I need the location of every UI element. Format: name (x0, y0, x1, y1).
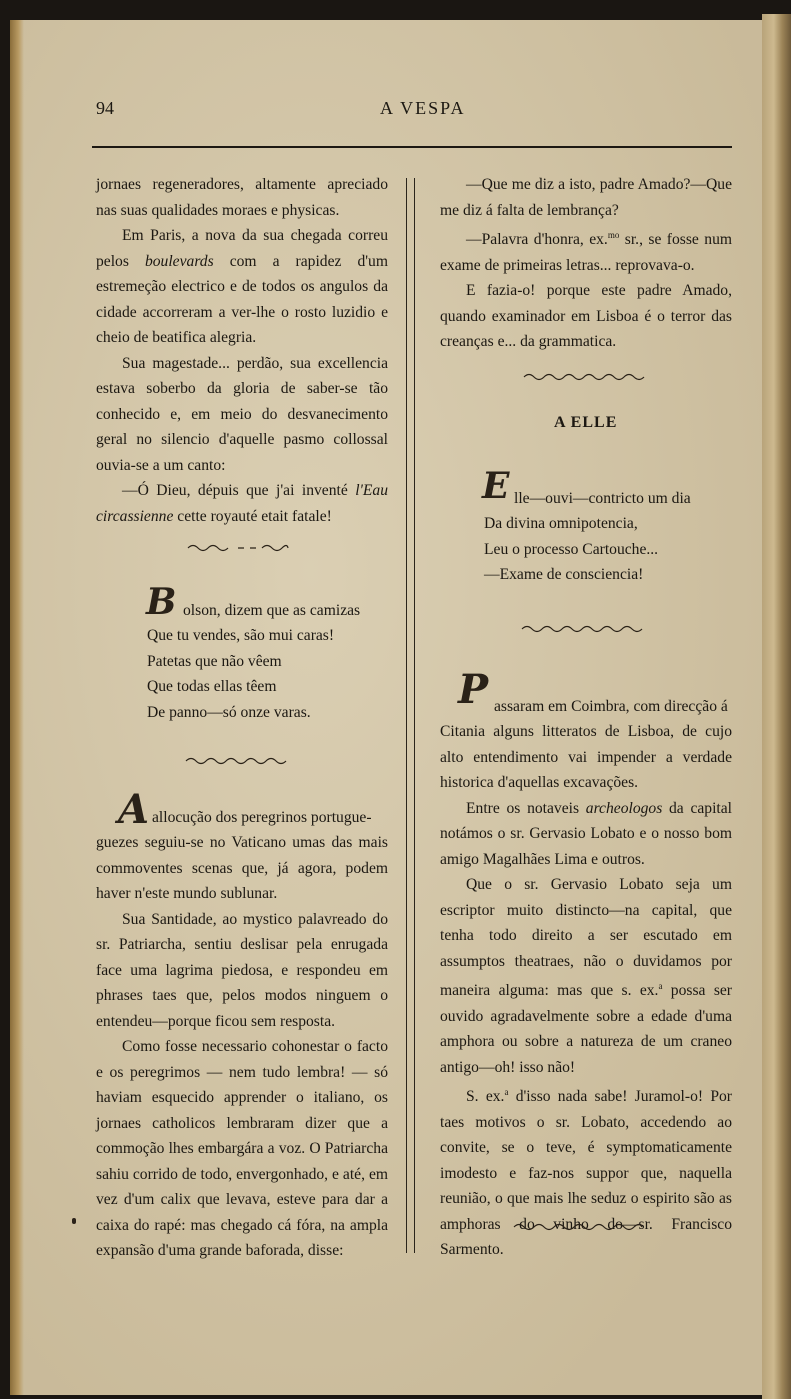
journal-title: A VESPA (380, 98, 466, 118)
verse-line: Que todas ellas têem (147, 678, 277, 695)
verse-line: Que tu vendes, são mui caras! (147, 627, 335, 644)
verse-line: olson, dizem que as camizas (183, 602, 361, 619)
header-rule (92, 146, 732, 148)
passaram-first-line (494, 694, 732, 720)
column-divider-right (414, 178, 415, 1253)
verse-elle-rest (484, 511, 658, 588)
verse-line: —Exame de consciencia! (484, 566, 644, 583)
ornament-divider (522, 372, 646, 382)
paragraph: —Que me diz a isto, padre Amado?—Que me diz á falta de lembrança? (440, 176, 732, 219)
book-spine-shadow (10, 20, 24, 1395)
allocucao-first-line (152, 805, 388, 831)
verse-line: lle—ouvi—contricto um dia (514, 490, 691, 507)
verse-elle (514, 486, 691, 512)
ornament-divider (184, 756, 292, 766)
left-column-bottom (96, 830, 388, 1264)
paragraph: Sua Santidade, ao mystico palavreado do sr. Patriarcha, sentiu deslisar pela enrugada face uma lagrima piedosa, e respondeu em phrases taes que, pelos modos ninguem o entendeu—porque ficou sem resposta. (96, 910, 388, 1030)
left-column-top (96, 172, 388, 529)
paragraph: S. ex.$^a$ d'isso nada sabe! Juramol-o! Por taes motivos o sr. Lobato, accedendo ao convite, se o teve, é symptomaticamente imodesto e faz-nos suppor que, naquella reunião, o que mais lhe seduz o espirito são as amphoras do vinho do—sr. Francisco Sarmento. (440, 1087, 732, 1259)
paragraph: —Palavra d'honra, ex.$^{mo}$ sr., se fosse num exame de primeiras letras... reprovava-o. (440, 230, 732, 274)
right-column-bottom (440, 719, 732, 1263)
paragraph: Que o sr. Gervasio Lobato seja um escriptor muito distincto—na capital, que tenha todo direito a ser escutado em assumptos theatraes, não o duvidamos por maneira alguma: mas que s. ex.$^a$ possa ser ouvido agradavelmente sobre a edade d'uma amphora ou sobre a natureza de um craneo antigo—oh! isso não! (440, 876, 732, 1076)
ornament-divider (512, 1222, 644, 1232)
page-number: 94 (96, 98, 114, 118)
paragraph: Citania alguns litteratos de Lisboa, de cujo alto entendimento vai impender a verdade historica d'aquellas excavações. (440, 723, 732, 791)
section-heading: A ELLE (554, 414, 618, 431)
paragraph: Como fosse necessario cohonestar o facto e os peregrimos — nem tudo lembra! — só haviam esquecido apprender o italiano, os jornaes catholicos lembraram dizer que a commoção lhes embargára a voz. O Patriarcha sahiu corrido de todo, envergonhado, e até, em vez d'um calix que levava, esteve para dar a caixa do rapé: mas chegado cá fóra, na ampla expansão d'uma grande baforada, disse: (96, 1038, 388, 1259)
page-edge-stack (762, 14, 791, 1399)
verse-line: Leu o processo Cartouche... (484, 540, 659, 558)
paragraph-line: allocução dos peregrinos portugue- (152, 809, 372, 826)
ornament-divider (186, 542, 290, 552)
decorative-initial-e: E (482, 465, 510, 507)
decorative-initial-p: P (458, 666, 489, 713)
verse-line: De panno—só onze varas. (147, 703, 311, 721)
paragraph-line: assaram em Coimbra, com direcção á (494, 698, 728, 715)
right-column-top (440, 172, 732, 355)
decorative-initial-a: A (118, 786, 150, 833)
verse-bolson-rest (147, 623, 334, 725)
paragraph: Entre os notaveis archeologos da capital notámos o sr. Gervasio Lobato e o nosso bom amigo Magalhães Lima e outros. (440, 799, 732, 868)
verse-bolson (183, 598, 360, 624)
column-divider-left (406, 178, 407, 1253)
ink-mark (72, 1218, 76, 1224)
decorative-initial-b: B (146, 581, 177, 623)
paragraph: Sua magestade... perdão, sua excellencia estava soberbo da gloria de saber-se tão conhecido e, em meio do desvanecimento geral no silencio d'aquelle pasmo collossal ouvia-se a um canto: (96, 354, 388, 474)
paragraph: E fazia-o! porque este padre Amado, quando examinador em Lisboa é o terror das creanças e... da grammatica. (440, 282, 732, 351)
verse-line: Da divina omnipotencia, (484, 515, 638, 532)
paragraph: guezes seguiu-se no Vaticano umas das mais commoventes scenas que, já agora, podem haver n'este mundo sublunar. (96, 834, 388, 902)
paragraph: jornaes regeneradores, altamente apreciado nas suas qualidades moraes e physicas. (96, 176, 388, 219)
ornament-divider (520, 624, 648, 634)
paragraph: —Ó Dieu, dépuis que j'ai inventé l'Eau circassienne cette royauté etait fatale! (96, 482, 388, 525)
paragraph: Em Paris, a nova da sua chegada correu pelos boulevards com a rapidez d'um estremeção electrico e de todos os angulos da cidade accorreram a ver-lhe o rosto luzidio e cheio de beatifica alegria. (96, 227, 388, 346)
verse-line: Patetas que não vêem (147, 652, 282, 670)
